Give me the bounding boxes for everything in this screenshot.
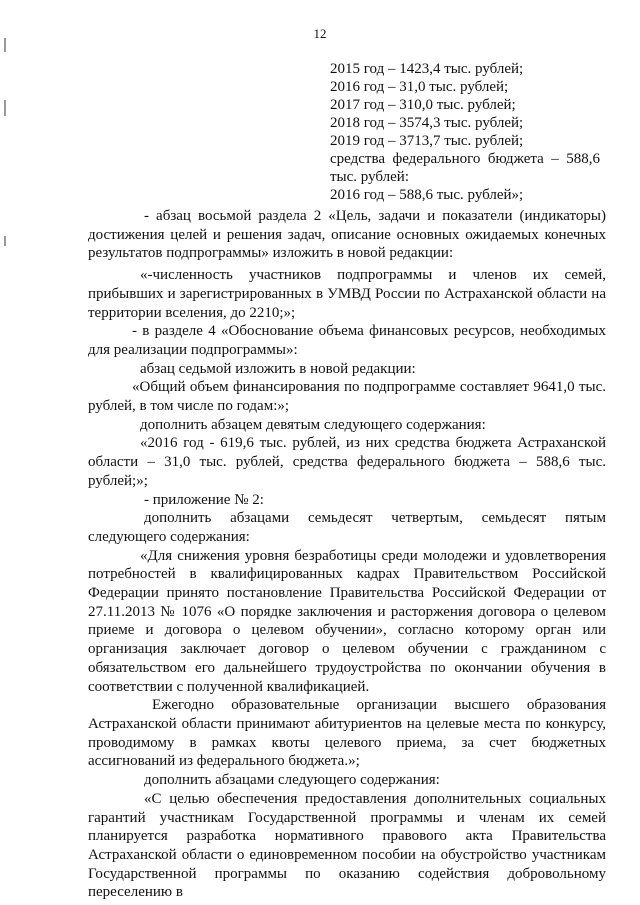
budget-line: средства федерального бюджета – 588,6 bbox=[330, 151, 600, 167]
paragraph: - абзац восьмой раздела 2 «Цель, задачи и показатели (индикаторы) достижения целей и решения задач, описание основных ожидаемых конечных результатов подпрограммы» изложить в новой редакции: bbox=[88, 208, 606, 262]
paragraph: «Общий объем финансирования по подпрограмме составляет 9641,0 тыс. рублей, в том числе по годам:»; bbox=[88, 379, 606, 415]
budget-line: 2017 год – 310,0 тыс. рублей; bbox=[330, 97, 516, 113]
paragraph: дополнить абзацами следующего содержания: bbox=[144, 772, 440, 789]
budget-line: 2016 год – 31,0 тыс. рублей; bbox=[330, 79, 509, 95]
budget-list bbox=[330, 60, 600, 204]
paragraph: - в разделе 4 «Обоснование объема финансовых ресурсов, необходимых для реализации подпрограммы»: bbox=[88, 323, 606, 358]
budget-line: 2018 год – 3574,3 тыс. рублей; bbox=[330, 115, 524, 131]
paragraph: дополнить абзацем девятым следующего содержания: bbox=[140, 416, 486, 433]
margin-mark bbox=[4, 100, 6, 116]
page-number: 12 bbox=[313, 26, 327, 41]
budget-line: 2019 год – 3713,7 тыс. рублей; bbox=[330, 133, 524, 149]
paragraph: «-численность участников подпрограммы и членов их семей, прибывших и зарегистрированных в УМВД России по Астраханской области на территории вселения, до 2210;»; bbox=[88, 267, 606, 321]
budget-line: 2015 год – 1423,4 тыс. рублей; bbox=[330, 61, 524, 77]
paragraph: Ежегодно образовательные организации высшего образования Астраханской области принимают абитуриентов на целевые места по конкурсу, проводимому в рамках квоты целевого приема, за счет бюджетных ассигнований из федерального бюджета.»; bbox=[88, 697, 606, 770]
paragraph: «2016 год - 619,6 тыс. рублей, из них средства бюджета Астраханской области – 31,0 тыс. рублей, средства федерального бюджета – 588,6 тыс. рублей;»; bbox=[88, 435, 606, 489]
budget-line: тыс. рублей: bbox=[330, 169, 409, 185]
document-body bbox=[88, 207, 606, 902]
budget-line: 2016 год – 588,6 тыс. рублей»; bbox=[330, 187, 524, 203]
paragraph: дополнить абзацами семьдесят четвертым, семьдесят пятым следующего содержания: bbox=[88, 510, 606, 545]
margin-mark bbox=[4, 236, 6, 246]
paragraph: «С целью обеспечения предоставления дополнительных социальных гарантий участникам Государственной программы и членам их семей планируется разработка нормативного правового акта Правительства Астраханской области о единовременном пособии на обустройство участникам Государственной программы по оказанию содействия добровольному переселению в bbox=[88, 790, 606, 901]
paragraph: «Для снижения уровня безработицы среди молодежи и удовлетворения потребностей в квалифицированных кадрах Правительством Российской Федерации принято постановление Правительства Российской Федерации от 27.11.2013 № 1076 «О порядке заключения и расторжения договора о целевом приеме и договора о целевом обучении», согласно которому орган или организация заключает договор о целевом обучении с гражданином с обязательством его дальнейшего трудоустройства по окончании обучения в соответствии с полученной квалификацией. bbox=[88, 547, 606, 695]
paragraph: абзац седьмой изложить в новой редакции: bbox=[140, 360, 416, 377]
paragraph: - приложение № 2: bbox=[144, 491, 264, 508]
